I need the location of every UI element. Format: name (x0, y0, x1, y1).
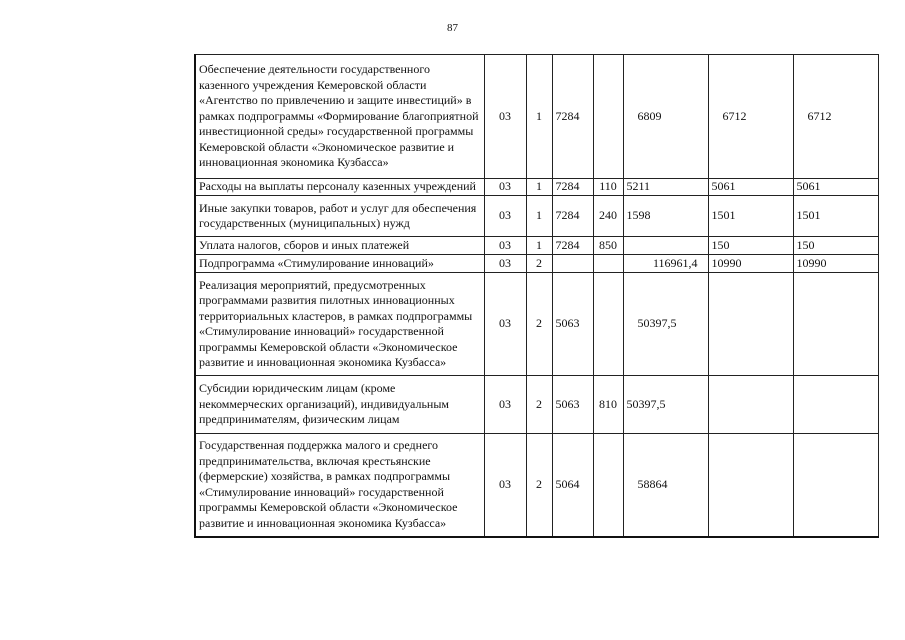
table-row (195, 273, 878, 376)
amount-year-1: 116961,4 (623, 255, 708, 273)
expense-type-code: 810 (593, 376, 623, 434)
row-description: Иные закупки товаров, работ и услуг для обеспечения государственных (муниципальных) нужд (195, 196, 484, 237)
subsection-code: 2 (526, 255, 552, 273)
amount-year-2 (708, 273, 793, 376)
amount-year-2 (708, 376, 793, 434)
row-description: Обеспечение деятельности государственного казенного учреждения Кемеровской области «Агентство по привлечению и защите инвестиций» в рамках подпрограммы «Формирование благоприятной инвестиционной среды» государственной программы Кемеровской области «Экономическое развитие и инновационная экономика Кузбасса» (195, 55, 484, 179)
target-article-code: 5063 (552, 376, 593, 434)
expense-type-code (593, 273, 623, 376)
amount-year-3 (793, 273, 878, 376)
row-description: Реализация мероприятий, предусмотренных программами развития пилотных инновационных территориальных кластеров, в рамках подпрограммы «Стимулирование инноваций» государственной программы Кемеровской области «Экономическое развитие и инновационная экономика Кузбасса» (195, 273, 484, 376)
section-code: 03 (484, 55, 526, 179)
target-article-code: 7284 (552, 196, 593, 237)
amount-year-2: 6712 (708, 55, 793, 179)
amount-year-1: 58864 (623, 434, 708, 537)
table-row (195, 237, 878, 255)
amount-year-2: 1501 (708, 196, 793, 237)
section-code: 03 (484, 273, 526, 376)
amount-year-2: 150 (708, 237, 793, 255)
amount-year-3 (793, 434, 878, 537)
section-code: 03 (484, 376, 526, 434)
amount-year-3 (793, 376, 878, 434)
amount-year-3: 1501 (793, 196, 878, 237)
subsection-code: 1 (526, 55, 552, 179)
table-row (195, 255, 878, 273)
subsection-code: 2 (526, 434, 552, 537)
section-code: 03 (484, 196, 526, 237)
target-article-code: 7284 (552, 237, 593, 255)
amount-year-1: 5211 (623, 179, 708, 196)
table-row (195, 179, 878, 196)
subsection-code: 2 (526, 376, 552, 434)
section-code: 03 (484, 237, 526, 255)
page-number: 87 (447, 22, 458, 34)
row-description: Уплата налогов, сборов и иных платежей (195, 237, 484, 255)
row-description: Подпрограмма «Стимулирование инноваций» (195, 255, 484, 273)
row-description: Субсидии юридическим лицам (кроме некоммерческих организаций), индивидуальным предпринимателям, физическим лицам (195, 376, 484, 434)
expense-type-code: 850 (593, 237, 623, 255)
amount-year-1: 6809 (623, 55, 708, 179)
amount-year-1: 50397,5 (623, 376, 708, 434)
expense-type-code: 240 (593, 196, 623, 237)
amount-year-1 (623, 237, 708, 255)
expense-type-code (593, 434, 623, 537)
amount-year-3: 10990 (793, 255, 878, 273)
table-row (195, 434, 878, 537)
target-article-code: 7284 (552, 179, 593, 196)
amount-year-2: 5061 (708, 179, 793, 196)
amount-year-2 (708, 434, 793, 537)
section-code: 03 (484, 179, 526, 196)
subsection-code: 1 (526, 237, 552, 255)
target-article-code: 5064 (552, 434, 593, 537)
target-article-code: 7284 (552, 55, 593, 179)
section-code: 03 (484, 434, 526, 537)
target-article-code (552, 255, 593, 273)
row-description: Расходы на выплаты персоналу казенных учреждений (195, 179, 484, 196)
amount-year-1: 1598 (623, 196, 708, 237)
subsection-code: 1 (526, 196, 552, 237)
expense-type-code (593, 255, 623, 273)
amount-year-2: 10990 (708, 255, 793, 273)
target-article-code: 5063 (552, 273, 593, 376)
budget-table (194, 54, 879, 538)
table-row (195, 376, 878, 434)
amount-year-1: 50397,5 (623, 273, 708, 376)
amount-year-3: 6712 (793, 55, 878, 179)
subsection-code: 1 (526, 179, 552, 196)
expense-type-code (593, 55, 623, 179)
table-row (195, 196, 878, 237)
amount-year-3: 150 (793, 237, 878, 255)
subsection-code: 2 (526, 273, 552, 376)
expense-type-code: 110 (593, 179, 623, 196)
amount-year-3: 5061 (793, 179, 878, 196)
row-description: Государственная поддержка малого и среднего предпринимательства, включая крестьянские (фермерские) хозяйства, в рамках подпрограммы «Стимулирование инноваций» государственной программы Кемеровской области «Экономическое развитие и инновационная экономика Кузбасса» (195, 434, 484, 537)
table-row (195, 55, 878, 179)
section-code: 03 (484, 255, 526, 273)
